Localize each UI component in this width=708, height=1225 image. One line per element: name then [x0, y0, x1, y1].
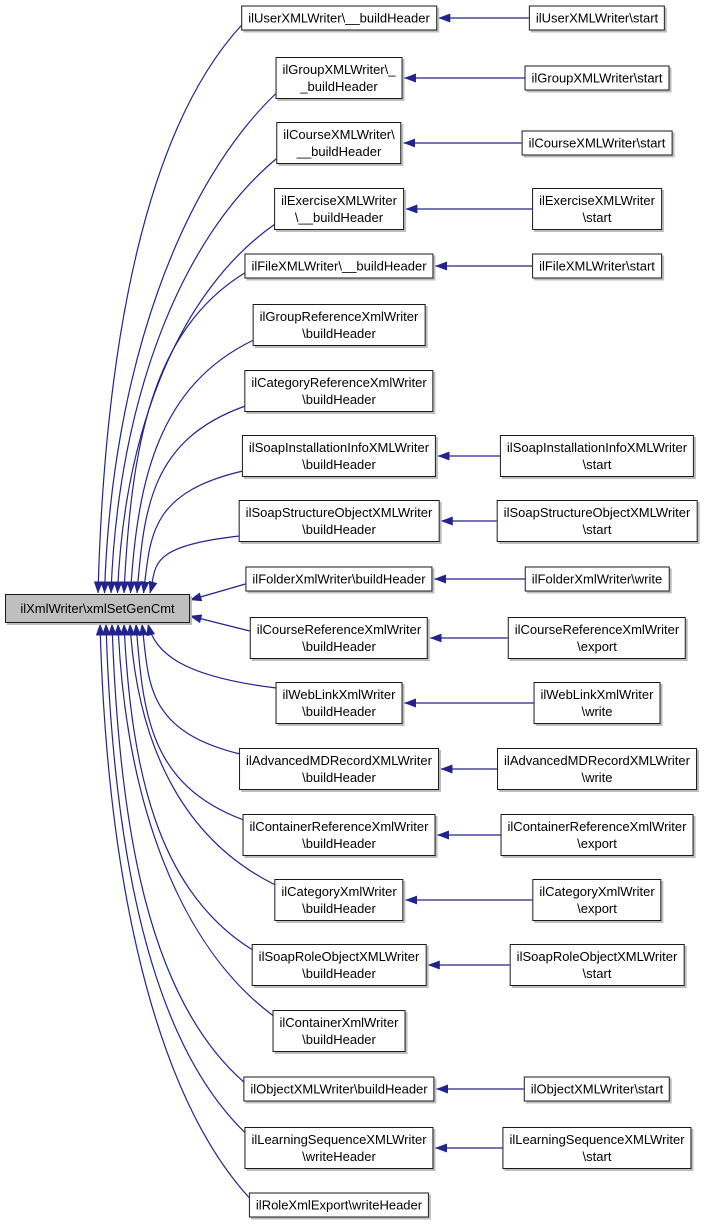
- caller-node[interactable]: [245, 567, 432, 592]
- source-node[interactable]: [525, 567, 670, 592]
- caller-node[interactable]: [250, 617, 428, 659]
- caller-node[interactable]: [239, 748, 439, 790]
- source-node[interactable]: [522, 131, 673, 156]
- caller-node-label-line: ilCategoryXmlWriter: [281, 884, 397, 899]
- source-node-label-line: ilCourseXMLWriter\start: [528, 135, 666, 151]
- source-node-label-line: ilWebLinkXmlWriter: [540, 687, 654, 702]
- caller-node-label-line: \buildHeader: [302, 1032, 376, 1047]
- caller-node-label-line: ilObjectXMLWriter\buildHeader: [250, 1081, 428, 1097]
- source-node-label-line: ilLearningSequenceXMLWriter: [509, 1132, 685, 1147]
- source-node-label-line: \start: [582, 457, 612, 472]
- source-node-label-line: ilUserXMLWriter\start: [535, 10, 659, 26]
- caller-node-label-line: ilGroupReferenceXmlWriter: [259, 309, 419, 324]
- caller-node-label-line: __buildHeader: [296, 144, 382, 159]
- caller-node-label-line: \buildHeader: [302, 457, 376, 472]
- caller-node[interactable]: [274, 188, 404, 230]
- caller-node[interactable]: [253, 304, 426, 346]
- caller-node-label-line: ilSoapStructureObjectXMLWriter: [245, 505, 433, 520]
- caller-node[interactable]: [243, 814, 436, 856]
- source-node-label-line: ilSoapStructureObjectXMLWriter: [503, 505, 691, 520]
- caller-node-label-line: ilCourseReferenceXmlWriter: [256, 622, 422, 637]
- source-node[interactable]: [497, 500, 698, 542]
- source-node-label-line: ilContainerReferenceXmlWriter: [507, 819, 687, 834]
- caller-node-label-line: \buildHeader: [302, 836, 376, 851]
- source-node-label-line: \export: [577, 901, 617, 916]
- caller-node-label-line: ilWebLinkXmlWriter: [282, 687, 396, 702]
- source-node[interactable]: [508, 617, 686, 659]
- source-node[interactable]: [534, 682, 661, 724]
- caller-node-label-line: \writeHeader: [302, 1149, 376, 1164]
- source-node-label-line: ilSoapRoleObjectXMLWriter: [516, 949, 678, 964]
- source-node-label-line: ilCategoryXmlWriter: [539, 884, 655, 899]
- caller-node[interactable]: [243, 1077, 434, 1102]
- source-node-label-line: ilGroupXMLWriter\start: [531, 70, 663, 86]
- source-node[interactable]: [524, 1077, 670, 1102]
- caller-node-label-line: ilCourseXMLWriter\: [283, 127, 395, 142]
- root-node-xmlSetGenCmt: ilXmlWriter\xmlSetGenCmt: [5, 594, 190, 623]
- source-node[interactable]: [497, 748, 697, 790]
- source-node-label-line: ilSoapInstallationInfoXMLWriter: [506, 440, 688, 455]
- caller-node-label-line: ilRoleXmlExport\writeHeader: [255, 1197, 423, 1213]
- caller-node[interactable]: [241, 6, 437, 31]
- caller-node[interactable]: [274, 879, 403, 921]
- source-node[interactable]: [532, 188, 662, 230]
- source-node-label-line: \start: [582, 1149, 612, 1164]
- caller-node[interactable]: [244, 1127, 433, 1169]
- caller-node-label-line: \buildHeader: [302, 392, 376, 407]
- caller-node-label-line: _buildHeader: [300, 79, 378, 94]
- source-node-label-line: ilCourseReferenceXmlWriter: [514, 622, 680, 637]
- source-node-label-line: \write: [581, 704, 613, 719]
- caller-node[interactable]: [252, 944, 427, 986]
- caller-node[interactable]: [276, 57, 403, 99]
- caller-node-label-line: ilSoapInstallationInfoXMLWriter: [248, 440, 430, 455]
- source-node[interactable]: [510, 944, 685, 986]
- caller-node-label-line: ilFolderXmlWriter\buildHeader: [252, 571, 426, 587]
- caller-node[interactable]: [239, 500, 440, 542]
- source-node-label-line: \start: [582, 522, 612, 537]
- caller-node-label-line: ilLearningSequenceXMLWriter: [251, 1132, 427, 1147]
- source-node[interactable]: [500, 435, 694, 477]
- caller-node[interactable]: [276, 682, 403, 724]
- caller-node-label-line: ilContainerXmlWriter: [279, 1015, 399, 1030]
- source-node[interactable]: [525, 66, 670, 91]
- caller-node-label-line: ilCategoryReferenceXmlWriter: [251, 375, 427, 390]
- caller-node-label-line: \buildHeader: [302, 522, 376, 537]
- source-node-label-line: \export: [577, 836, 617, 851]
- source-node[interactable]: [532, 254, 662, 279]
- caller-node-label-line: \buildHeader: [302, 770, 376, 785]
- caller-node-label-line: \buildHeader: [302, 901, 376, 916]
- source-node-label-line: ilAdvancedMDRecordXMLWriter: [504, 753, 690, 768]
- caller-node-label-line: ilGroupXMLWriter\_: [282, 62, 396, 77]
- caller-node-label-line: ilUserXMLWriter\__buildHeader: [248, 10, 430, 26]
- caller-node-label-line: ilExerciseXMLWriter: [281, 193, 397, 208]
- caller-node-label-line: ilContainerReferenceXmlWriter: [249, 819, 429, 834]
- caller-node-label-line: \buildHeader: [302, 639, 376, 654]
- source-node-label-line: \start: [582, 966, 612, 981]
- source-node-label-line: \export: [577, 639, 617, 654]
- caller-node-label-line: ilFileXMLWriter\__buildHeader: [251, 258, 427, 274]
- source-node-label-line: ilObjectXMLWriter\start: [530, 1081, 664, 1097]
- caller-node[interactable]: [249, 1193, 429, 1218]
- caller-node-label-line: ilAdvancedMDRecordXMLWriter: [246, 753, 432, 768]
- source-node[interactable]: [532, 879, 661, 921]
- caller-node-label-line: \buildHeader: [302, 326, 376, 341]
- caller-node-label-line: \buildHeader: [302, 704, 376, 719]
- source-node-label-line: ilFileXMLWriter\start: [539, 258, 655, 274]
- source-node[interactable]: [529, 6, 665, 31]
- caller-node[interactable]: [242, 435, 436, 477]
- caller-node[interactable]: [273, 1010, 406, 1052]
- source-node-label-line: \start: [582, 210, 612, 225]
- source-node[interactable]: [502, 1127, 691, 1169]
- caller-node-label-line: \__buildHeader: [294, 210, 384, 225]
- source-node-label-line: ilExerciseXMLWriter: [539, 193, 655, 208]
- source-node[interactable]: [501, 814, 694, 856]
- source-node-label-line: ilFolderXmlWriter\write: [531, 571, 663, 587]
- caller-node-label-line: ilSoapRoleObjectXMLWriter: [258, 949, 420, 964]
- caller-node[interactable]: [276, 122, 401, 164]
- caller-node[interactable]: [244, 370, 433, 412]
- caller-node-label-line: \buildHeader: [302, 966, 376, 981]
- caller-node[interactable]: [244, 254, 433, 279]
- source-node-label-line: \write: [581, 770, 613, 785]
